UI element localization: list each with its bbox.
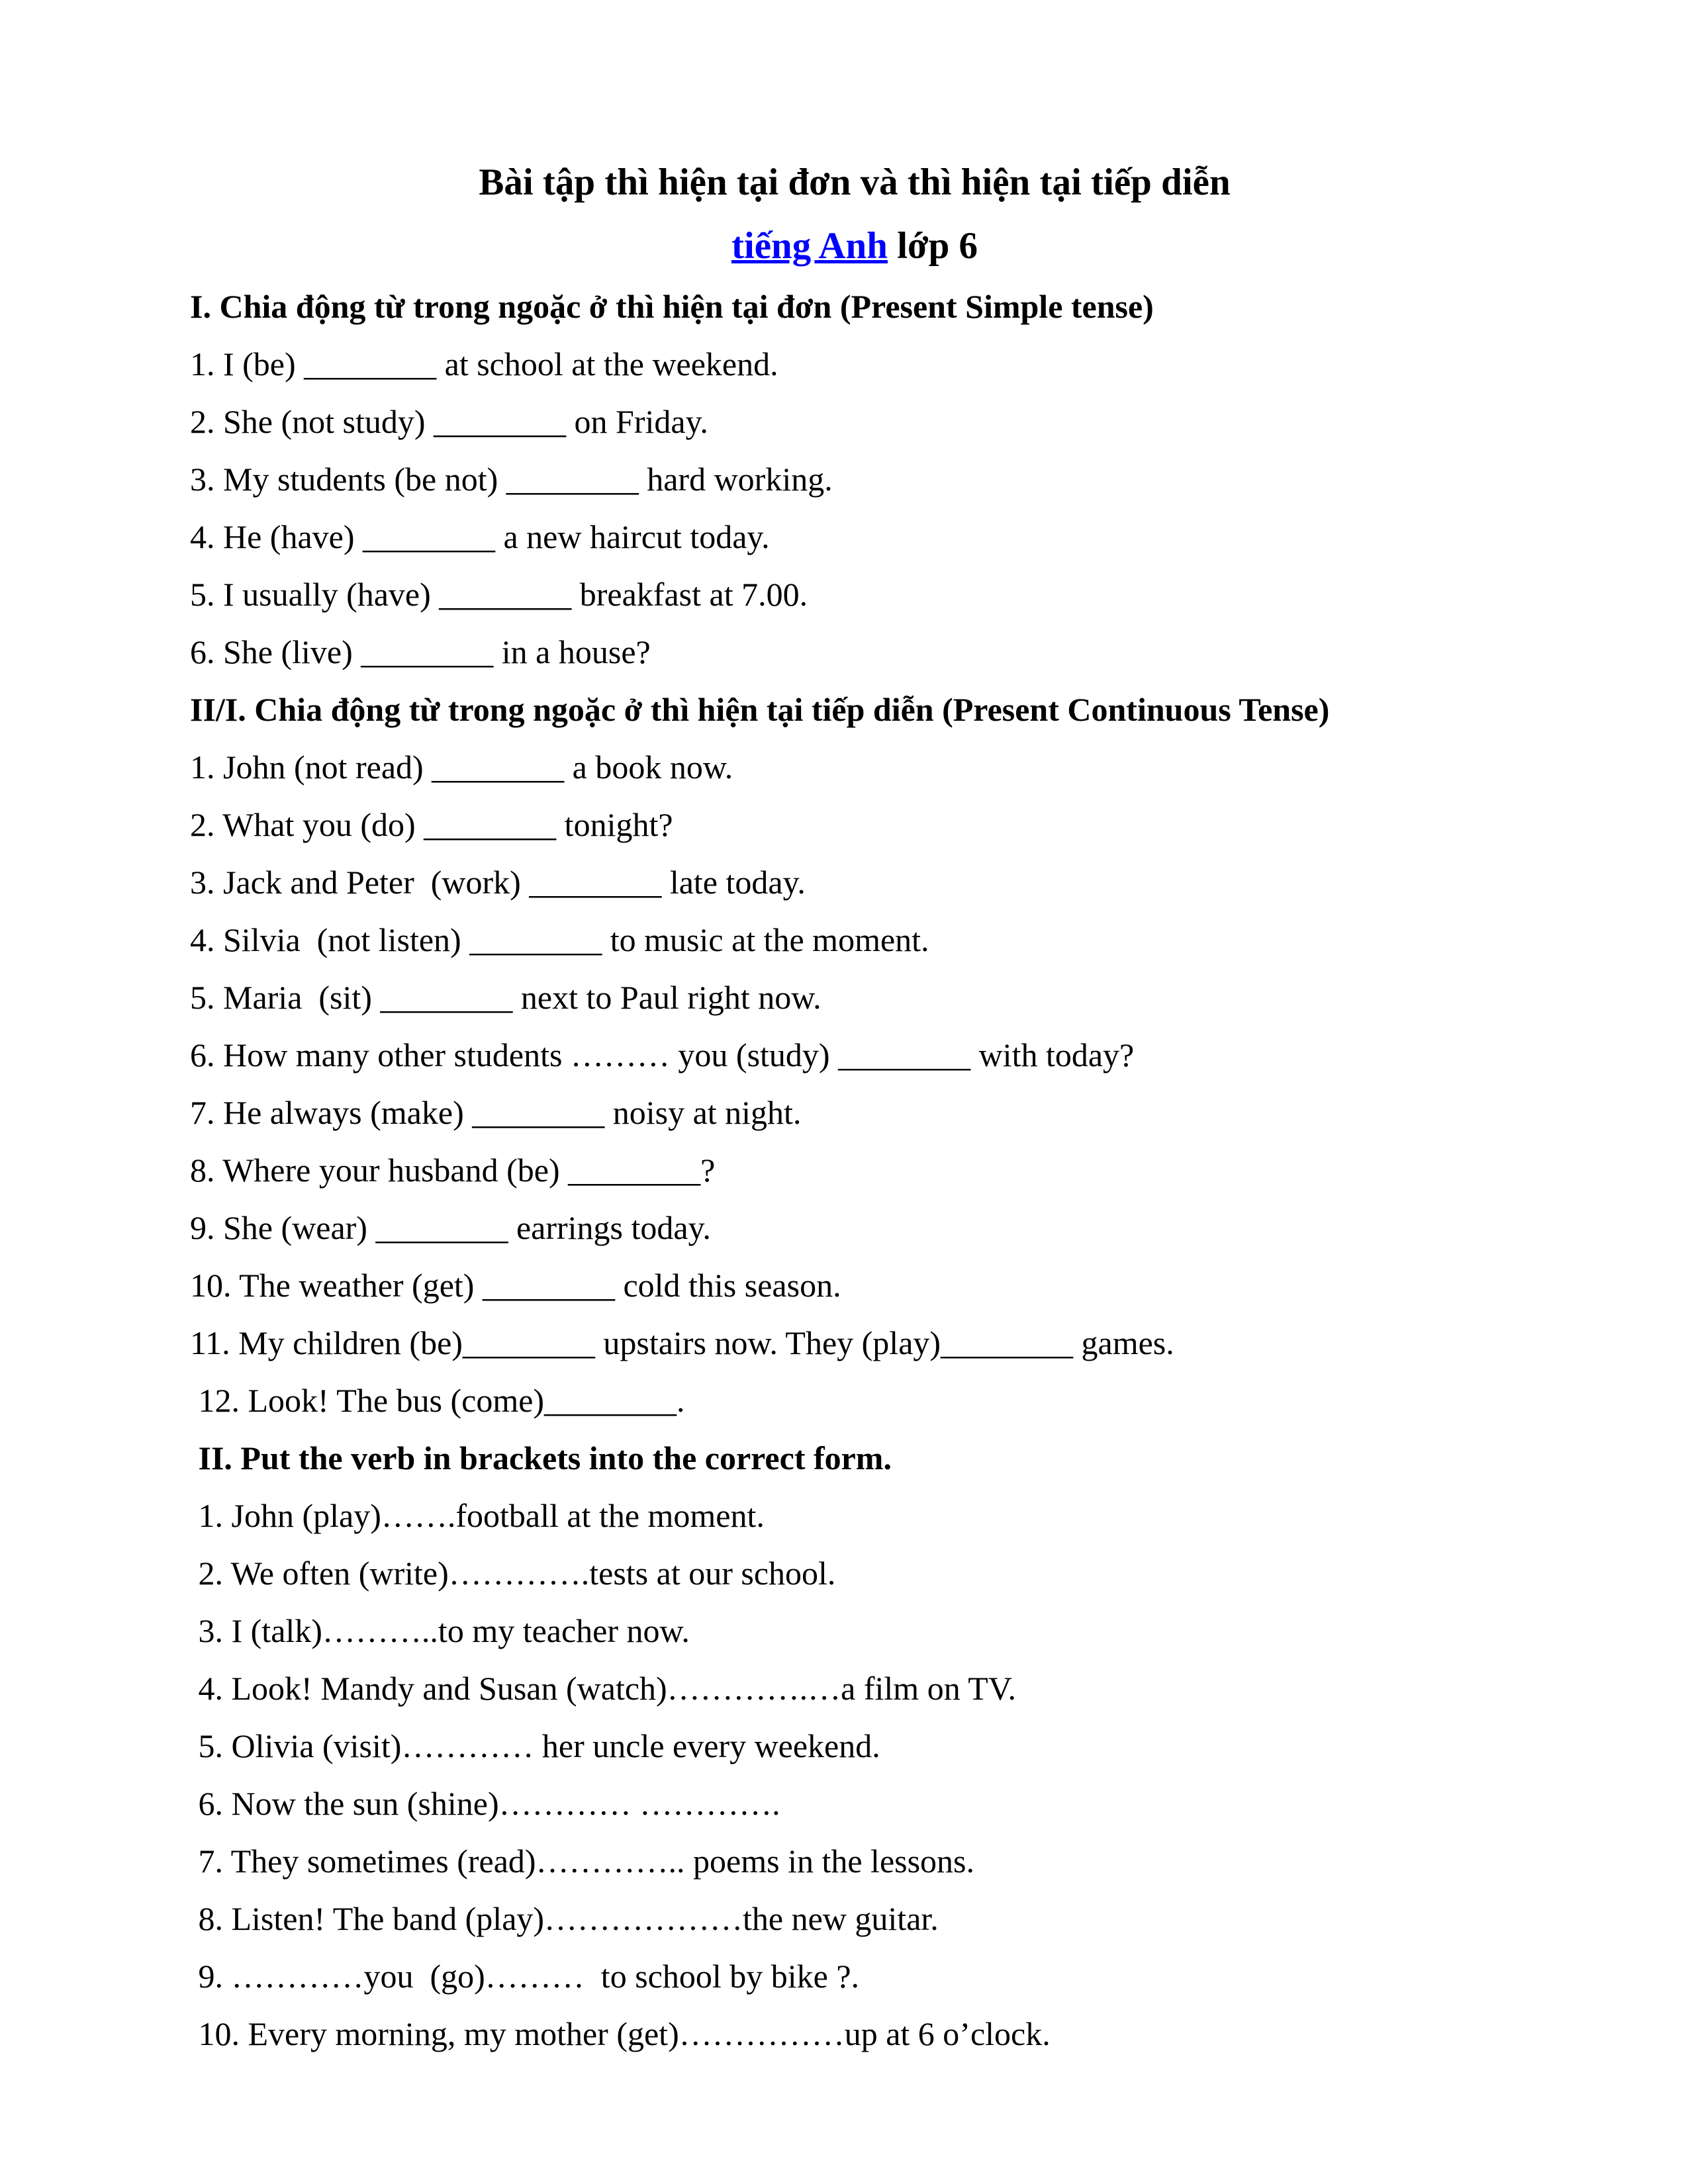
exercise-item: 3. Jack and Peter (work) ________ late today. (190, 864, 806, 901)
exercise-item: 11. My children (be)________ upstairs now. They (play)________ games. (190, 1324, 1174, 1361)
exercise-item: 3. I (talk)………..to my teacher now. (190, 1612, 690, 1649)
exercise-item: 6. She (live) ________ in a house? (190, 633, 651, 670)
exercise-item: 5. Maria (sit) ________ next to Paul right now. (190, 979, 821, 1016)
exercise-item: 8. Where your husband (be) ________? (190, 1152, 716, 1189)
exercise-item: 3. My students (be not) ________ hard working. (190, 461, 833, 498)
exercise-item: 9. She (wear) ________ earrings today. (190, 1209, 711, 1246)
exercise-item: 8. Listen! The band (play)………………the new guitar. (190, 1900, 939, 1937)
exercise-item: 4. Look! Mandy and Susan (watch)………….…a film on TV. (190, 1670, 1016, 1707)
exercise-item: 10. The weather (get) ________ cold this season. (190, 1267, 841, 1304)
exercise-item: 7. He always (make) ________ noisy at night. (190, 1094, 802, 1131)
exercise-item: 12. Look! The bus (come)________. (190, 1382, 685, 1419)
exercise-item: 9. …………you (go)……… to school by bike ?. (190, 1958, 860, 1995)
exercise-item: 4. Silvia (not listen) ________ to music at the moment. (190, 921, 929, 958)
exercise-item: 5. Olivia (visit)………… her uncle every weekend. (190, 1727, 880, 1764)
exercise-item: 7. They sometimes (read)………….. poems in the lessons. (190, 1843, 975, 1880)
exercise-item: 2. She (not study) ________ on Friday. (190, 403, 708, 440)
exercise-item: 2. We often (write)………….tests at our school. (190, 1555, 836, 1592)
exercise-item: 6. How many other students ……… you (study) ________ with today? (190, 1036, 1135, 1073)
section-heading-present-continuous: II/I. Chia động từ trong ngoặc ở thì hiện tại tiếp diễn (Present Continuous Tense) (190, 691, 1330, 728)
exercise-item: 5. I usually (have) ________ breakfast at 7.00. (190, 576, 808, 613)
exercise-item: 1. John (play)…….football at the moment. (190, 1497, 765, 1534)
page-subtitle (190, 214, 1519, 278)
section-heading-present-simple: I. Chia động từ trong ngoặc ở thì hiện tại đơn (Present Simple tense) (190, 288, 1154, 325)
exercise-item: 6. Now the sun (shine)………… …………. (190, 1785, 780, 1822)
page-title: Bài tập thì hiện tại đơn và thì hiện tại tiếp diễn (479, 161, 1231, 203)
section-heading-correct-form: II. Put the verb in brackets into the correct form. (190, 1439, 892, 1477)
exercise-item: 10. Every morning, my mother (get)……………up at 6 o’clock. (190, 2015, 1051, 2052)
exercise-item: 1. I (be) ________ at school at the weekend. (190, 345, 778, 383)
exercise-item: 1. John (not read) ________ a book now. (190, 749, 733, 786)
exercise-item: 2. What you (do) ________ tonight? (190, 806, 673, 843)
page-subtitle-suffix: lớp 6 (887, 225, 978, 267)
tieng-anh-link[interactable]: tiếng Anh (731, 225, 888, 267)
exercise-item: 4. He (have) ________ a new haircut today. (190, 518, 770, 555)
